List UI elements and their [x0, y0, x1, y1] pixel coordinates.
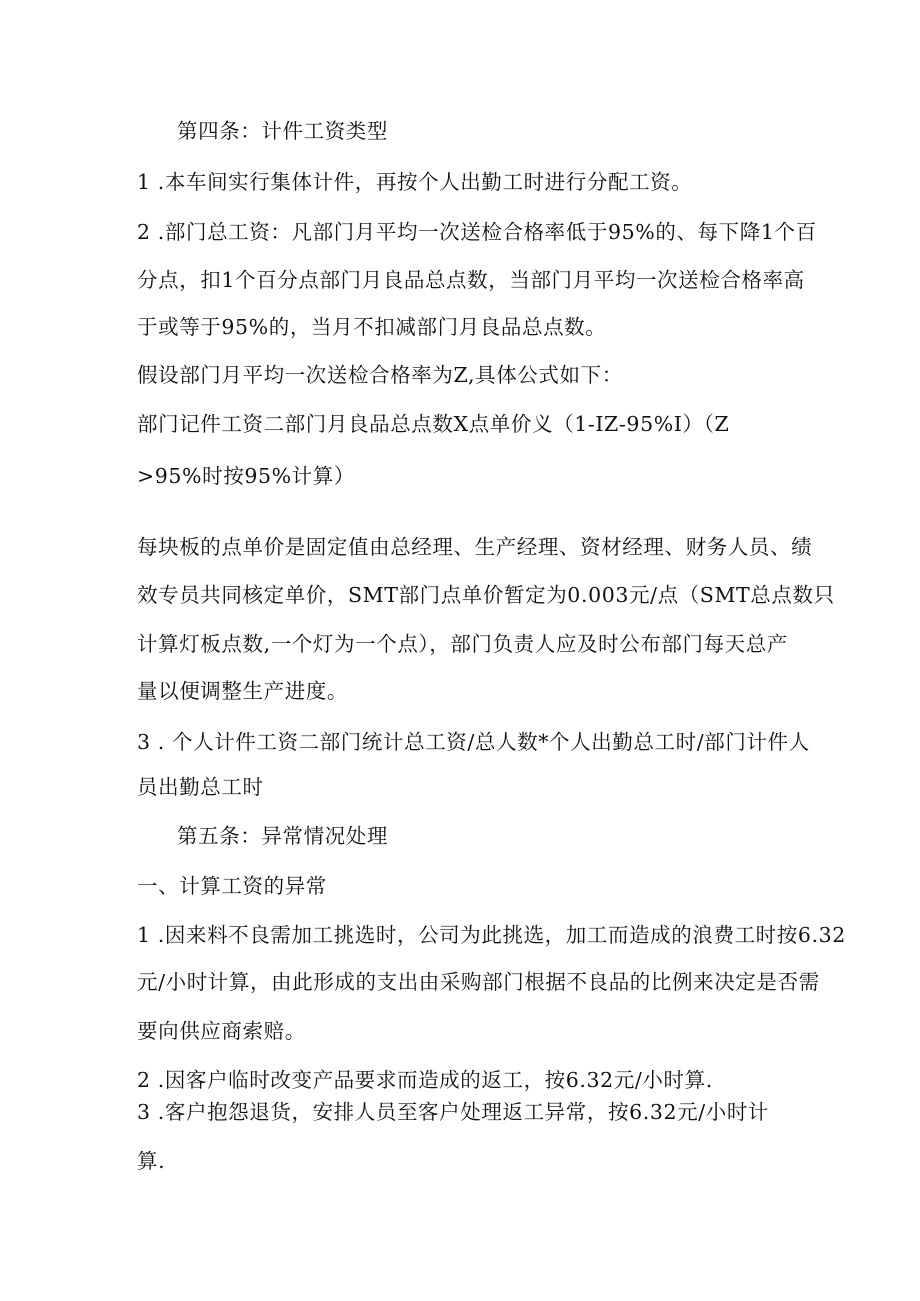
paragraph-line: 2 .因客户临时改变产品要求而造成的返工，按6.32元/小时算.	[137, 1068, 713, 1092]
paragraph-line: 计算灯板点数,一个灯为一个点），部门负责人应及时公布部门每天总产	[137, 632, 788, 656]
formula-line: 部门记件工资二部门月良品总点数X点单价义（1-IZ-95%I）（Z	[137, 412, 730, 436]
paragraph-line: 于或等于95%的，当月不扣减部门月良品总点数。	[137, 315, 607, 339]
paragraph-line: 算.	[137, 1149, 166, 1173]
paragraph-line: 元/小时计算，由此形成的支出由采购部门根据不良品的比例来决定是否需	[137, 970, 820, 994]
article-5-heading: 第五条：异常情况处理	[177, 824, 388, 848]
paragraph-line: 要向供应商索赔。	[137, 1019, 306, 1043]
section-heading: 一、计算工资的异常	[137, 874, 327, 898]
formula-line: >95%时按95%计算）	[137, 464, 356, 488]
paragraph-line: 假设部门月平均一次送检合格率为Z,具体公式如下：	[137, 363, 623, 387]
paragraph-line: 员出勤总工时	[137, 775, 264, 799]
paragraph-line: 3 .客户抱怨退货，安排人员至客户处理返工异常，按6.32元/小时计	[137, 1100, 770, 1124]
paragraph-line: 量以便调整生产进度。	[137, 679, 348, 703]
paragraph-line: 1 .本车间实行集体计件，再按个人出勤工时进行分配工资。	[137, 170, 693, 194]
paragraph-line: 3 . 个人计件工资二部门统计总工资/总人数*个人出勤总工时/部门计件人	[137, 730, 810, 754]
paragraph-line: 效专员共同核定单价，SMT部门点单价暂定为0.003元/点（SMT总点数只	[137, 583, 835, 607]
paragraph-line: 分点，扣1个百分点部门月良品总点数，当部门月平均一次送检合格率高	[137, 268, 805, 292]
paragraph-line: 2 .部门总工资：凡部门月平均一次送检合格率低于95%的、每下降1个百	[137, 220, 817, 244]
paragraph-line: 每块板的点单价是固定值由总经理、生产经理、资材经理、财务人员、绩	[137, 535, 813, 559]
paragraph-line: 1 .因来料不良需加工挑选时，公司为此挑选，加工而造成的浪费工时按6.32	[137, 923, 846, 947]
article-4-heading: 第四条：计件工资类型	[177, 119, 388, 143]
